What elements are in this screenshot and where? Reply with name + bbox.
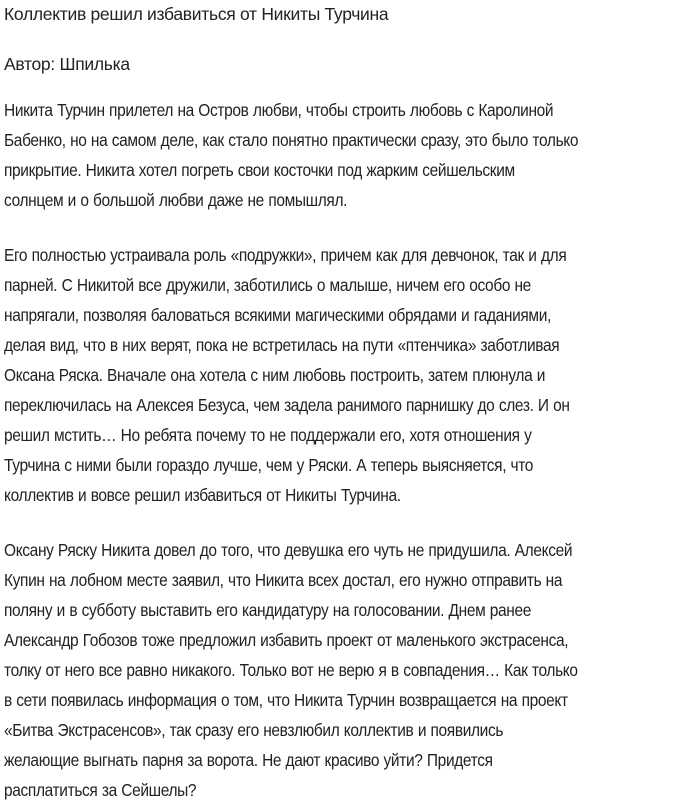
- article-paragraph-3: [4, 535, 694, 805]
- paragraph-line: желающие выгнать парня за ворота. Не дают красиво уйти? Придется: [4, 750, 493, 770]
- paragraph-line: «Битва Экстрасенсов», так сразу его невзлюбил коллектив и появились: [4, 720, 504, 740]
- paragraph-line: солнцем и о большой любви даже не помышлял.: [4, 190, 348, 210]
- paragraph-line: напрягали, позволяя баловаться всякими магическими обрядами и гаданиями,: [4, 305, 551, 325]
- paragraph-line: Купин на лобном месте заявил, что Никита всех достал, его нужно отправить на: [4, 570, 563, 590]
- paragraph-line: Никита Турчин прилетел на Остров любви, чтобы строить любовь с Каролиной: [4, 100, 554, 120]
- paragraph-line: Оксана Ряска. Вначале она хотела с ним любовь построить, затем плюнула и: [4, 365, 546, 385]
- paragraph-line: толку от него все равно никакого. Только вот не верю я в совпадения… Как только: [4, 660, 578, 680]
- paragraph-line: прикрытие. Никита хотел погреть свои косточки под жарким сейшельским: [4, 160, 515, 180]
- paragraph-line: Александр Гобозов тоже предложил избавить проект от маленького экстрасенса,: [4, 630, 569, 650]
- paragraph-line: в сети появилась информация о том, что Никита Турчин возвращается на проект: [4, 690, 568, 710]
- article-paragraph-1: [4, 95, 694, 215]
- paragraph-line: Его полностью устраивала роль «подружки», причем как для девчонок, так и для: [4, 245, 567, 265]
- paragraph-line: решил мстить… Но ребята почему то не поддержали его, хотя отношения у: [4, 425, 532, 445]
- paragraph-line: переключилась на Алексея Безуса, чем задела ранимого парнишку до слез. И он: [4, 395, 570, 415]
- article-paragraph-2: [4, 240, 694, 510]
- paragraph-line: расплатиться за Сейшелы?: [4, 780, 197, 800]
- paragraph-line: Оксану Ряску Никита довел до того, что девушка его чуть не придушила. Алексей: [4, 540, 573, 560]
- paragraph-line: делая вид, что в них верят, пока не встретилась на пути «птенчика» заботливая: [4, 335, 560, 355]
- paragraph-line: поляну и в субботу выставить его кандидатуру на голосовании. Днем ранее: [4, 600, 532, 620]
- paragraph-line: коллектив и вовсе решил избавиться от Никиты Турчина.: [4, 485, 401, 505]
- article-title: Коллектив решил избавиться от Никиты Турчина: [4, 4, 389, 24]
- paragraph-line: парней. С Никитой все дружили, заботились о малыше, ничем его особо не: [4, 275, 531, 295]
- paragraph-line: Бабенко, но на самом деле, как стало понятно практически сразу, это было только: [4, 130, 579, 150]
- paragraph-line: Турчина с ними были гораздо лучше, чем у Ряски. А теперь выясняется, что: [4, 455, 534, 475]
- article-author: Автор: Шпилька: [4, 54, 130, 74]
